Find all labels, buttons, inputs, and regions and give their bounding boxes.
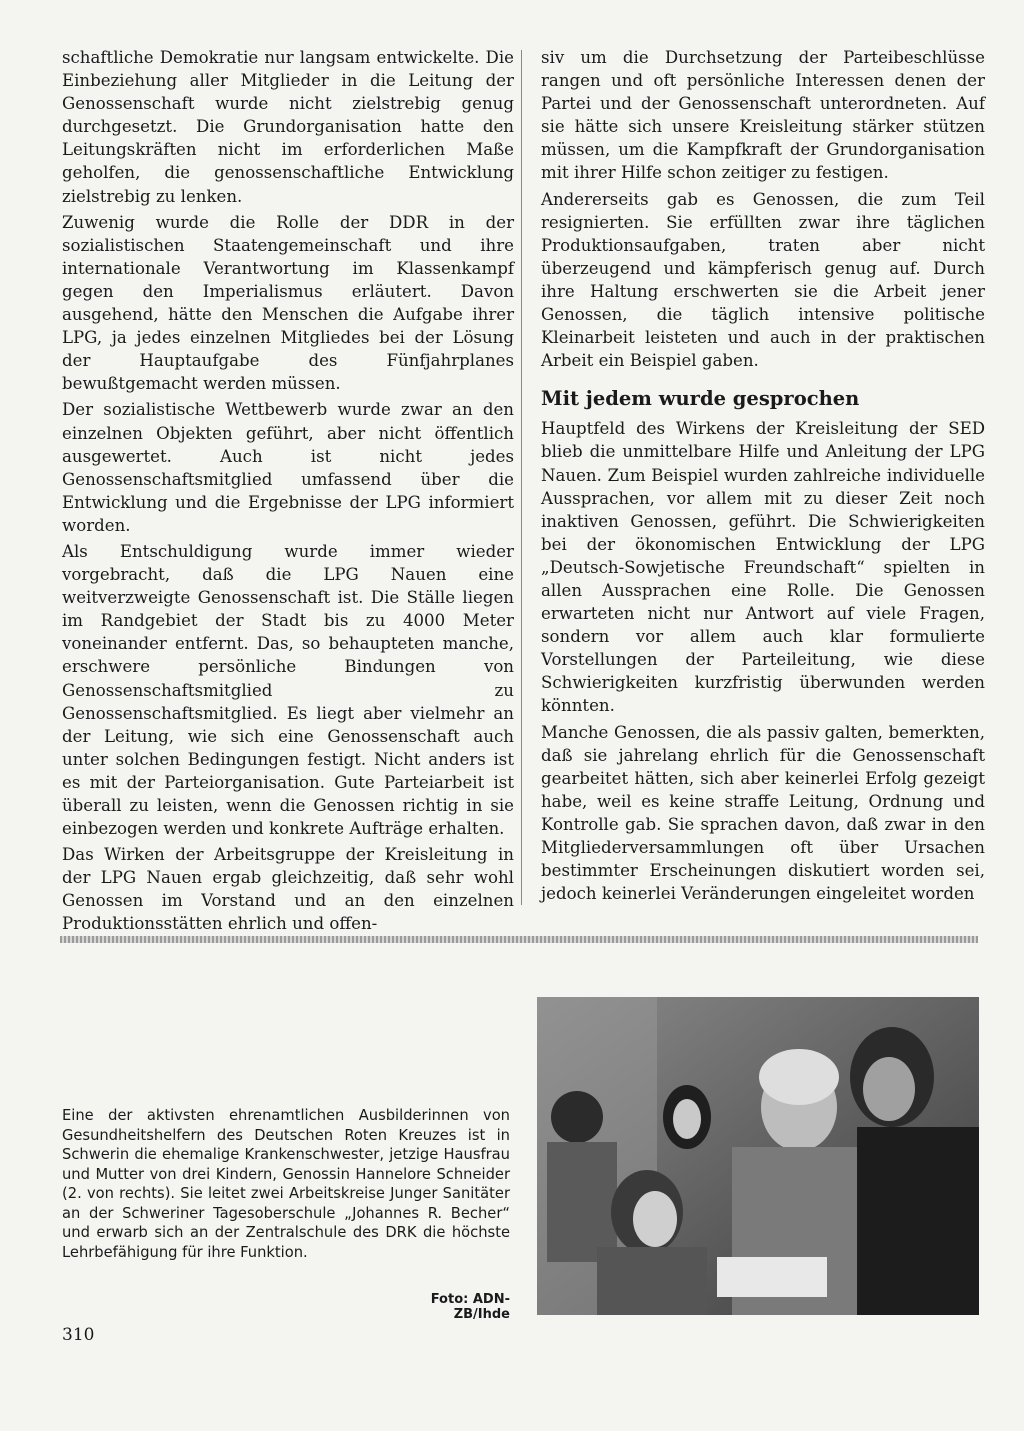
paragraph: Zuwenig wurde die Rolle der DDR in der sozialistischen Staatengemeinschaft und ihre internationale Verantwortung im Klassenkampf gegen den Imperialismus erläutert. Davon ausgehend, hätte den Menschen die Aufgabe ihrer LPG, ja jedes einzelnen Mitgliedes bei der Lösung der Hauptaufgabe des Fünfjahrplanes bewußtgemacht werden müssen. [62,212,514,394]
paragraph: schaftliche Demokratie nur langsam entwickelte. Die Einbeziehung aller Mitglieder in die Leitung der Genossenschaft wurde nicht zielstrebig genug durchgesetzt. Die Grundorganisation hatte den Leitungskräften nicht im erforderlichen Maße geholfen, die genossenschaftliche Entwicklung zielstrebig zu lenken. [62,48,514,206]
photo-credit: Foto: ADN-ZB/Ihde [430,1292,510,1322]
article-right-column [541,46,985,908]
paragraph: Andererseits gab es Genossen, die zum Teil resignierten. Sie erfüllten zwar ihre täglichen Produktionsaufgaben, traten aber nicht überzeugend und kämpferisch genug auf. Durch ihre Haltung erschwerten sie die Arbeit jener Genossen, die täglich intensive politische Kleinarbeit leisteten und auch in der praktischen Arbeit ein Beispiel gaben. [541,189,985,371]
photo-illustration [537,997,979,1315]
paragraph: Hauptfeld des Wirkens der Kreisleitung der SED blieb die unmittelbare Hilfe und Anleitung der LPG Nauen. Zum Beispiel wurden zahlreiche individuelle Aussprachen, vor allem mit zu dieser Zeit noch inaktiven Genossen, geführt. Die Schwierigkeiten bei der ökonomischen Entwicklung der LPG „Deutsch-Sowjetische Freundschaft“ spielten in allen Aussprachen eine Rolle. Die Genossen erwarteten nicht nur Antwort auf viele Fragen, sondern vor allem auch klar formulierte Vorstellungen der Parteileitung, wie diese Schwierigkeiten kurzfristig überwunden werden könnten. [541,419,985,716]
paragraph: Als Entschuldigung wurde immer wieder vorgebracht, daß die LPG Nauen eine weitverzweigte Genossenschaft ist. Die Ställe liegen im Randgebiet der Stadt bis zu 4000 Meter voneinander entfernt. Das, so behaupteten manche, erschwere persönliche Bindungen von Genossenschaftsmitglied zu Genossenschaftsmitglied. Es liegt aber vielmehr an der Leitung, wie sich eine Genossenschaft auch unter solchen Bedingungen festigt. Nicht anders ist es mit der Parteiorganisation. Gute Parteiarbeit ist überall zu leisten, wenn die Genossen richtig in sie einbezogen werden und konkrete Aufträge erhalten. [62,541,514,839]
photo-caption [62,1106,510,1262]
page-number: 310 [62,1325,95,1345]
paragraph: Das Wirken der Arbeitsgruppe der Kreisleitung in der LPG Nauen ergab gleichzeitig, daß sehr wohl Genossen im Vorstand und an den einzelnen Produktionsstätten ehrlich und offen- [62,845,514,934]
section-heading: Mit jedem wurde gesprochen [541,387,860,411]
halftone-rule [60,936,978,943]
article-left-column [62,46,514,939]
caption-text: Eine der aktivsten ehrenamtlichen Ausbilderinnen von Gesundheitshelfern des Deutschen Roten Kreuzes ist in Schwerin die ehemalige Krankenschwester, jetzige Hausfrau und Mutter von drei Kindern, Genossin Hannelore Schneider (2. von rechts). Sie leitet zwei Arbeitskreise Junger Sanitäter an der Schweriner Tagesoberschule „Johannes R. Becher“ und erwarb sich an der Zentralschule des DRK die höchste Lehrbefähigung für ihre Funktion. [62,1107,510,1261]
paragraph: siv um die Durchsetzung der Parteibeschlüsse rangen und oft persönliche Interessen denen der Partei und der Genossenschaft unterordneten. Auf sie hätte sich unsere Kreisleitung stärker stützen müssen, um die Kampfkraft der Grundorganisation mit ihrer Hilfe schon zeitiger zu festigen. [541,48,985,183]
paragraph: Manche Genossen, die als passiv galten, bemerkten, daß sie jahrelang ehrlich für die Genossenschaft gearbeitet hätten, sich aber keinerlei Erfolg gezeigt habe, weil es keine straffe Leitung, Ordnung und Kontrolle gab. Sie sprachen davon, daß zwar in den Mitgliederversammlungen oft über Ursachen bestimmter Erscheinungen diskutiert worden sei, jedoch keinerlei Veränderungen eingeleitet worden [541,722,985,904]
paragraph: Der sozialistische Wettbewerb wurde zwar an den einzelnen Objekten geführt, aber nicht öffentlich ausgewertet. Auch ist nicht jedes Genossenschaftsmitglied umfassend über die Entwicklung und die Ergebnisse der LPG informiert worden. [62,400,514,535]
photograph-first-aid-training [537,997,979,1315]
column-divider [521,50,522,905]
